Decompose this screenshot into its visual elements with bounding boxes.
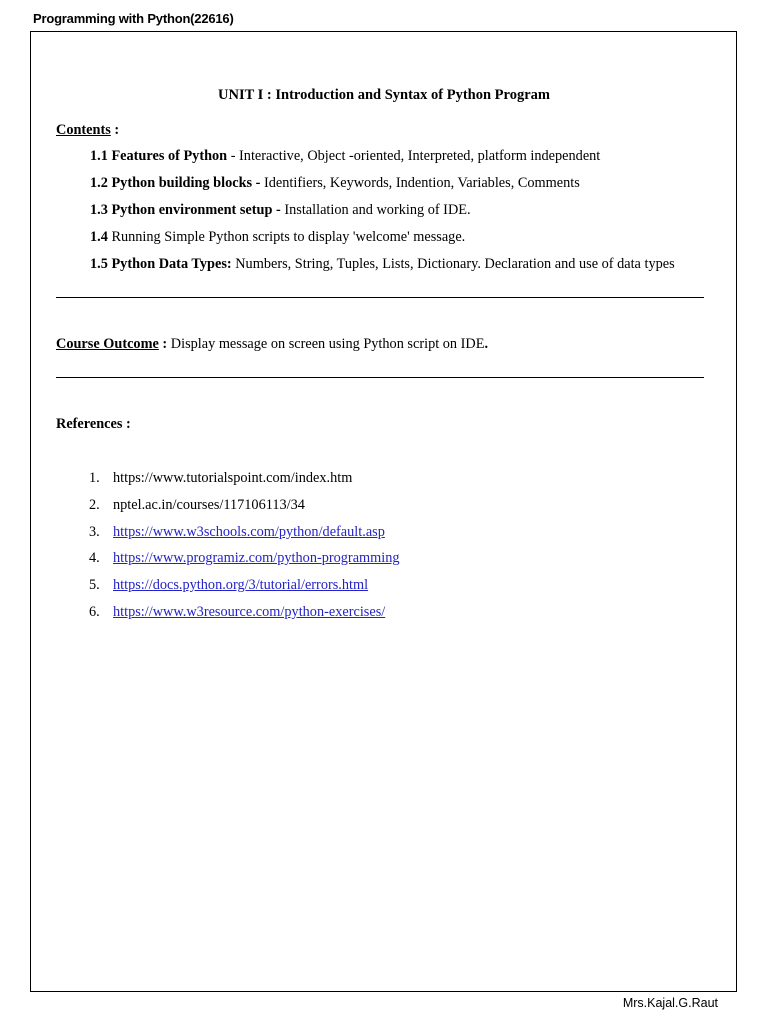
reference-number: 2.: [89, 497, 100, 513]
reference-link[interactable]: https://www.w3schools.com/python/default.asp: [113, 524, 385, 540]
reference-number: 6.: [89, 604, 100, 620]
content-item-text: Running Simple Python scripts to display 'welcome' message.: [107, 229, 466, 245]
content-item-1-2: [90, 175, 580, 192]
content-item-1-1: [90, 148, 600, 165]
reference-text: https://www.tutorialspoint.com/index.htm: [113, 470, 353, 486]
header-title: Programming with Python(22616): [33, 11, 234, 26]
content-item-1-5: [90, 256, 675, 273]
contents-label: Contents: [56, 122, 111, 138]
contents-heading: [56, 122, 119, 139]
reference-number: 1.: [89, 470, 100, 486]
contents-colon: :: [110, 122, 120, 138]
reference-number: 3.: [89, 524, 100, 540]
course-outcome-period: .: [484, 336, 489, 352]
reference-item-5: [89, 577, 368, 594]
content-item-topic: 1.3 Python environment setup -: [90, 202, 281, 218]
content-item-1-3: [90, 202, 471, 219]
reference-link[interactable]: https://docs.python.org/3/tutorial/errors.html: [113, 577, 369, 593]
content-item-topic: 1.5 Python Data Types:: [90, 256, 232, 272]
content-item-text: Identifiers, Keywords, Indention, Variables, Comments: [260, 175, 580, 191]
divider-line: [56, 297, 704, 298]
reference-item-3: [89, 524, 385, 541]
course-outcome-separator: :: [158, 336, 171, 352]
content-item-text: Installation and working of IDE.: [280, 202, 471, 218]
references-heading: References :: [56, 416, 131, 432]
reference-item-6: [89, 604, 385, 621]
divider-line: [56, 377, 704, 378]
reference-item-4: [89, 550, 400, 567]
footer-author: Mrs.Kajal.G.Raut: [622, 996, 718, 1010]
reference-number: 5.: [89, 577, 100, 593]
course-outcome-text: Display message on screen using Python script on IDE: [170, 336, 485, 352]
course-outcome-label: Course Outcome: [56, 336, 159, 352]
reference-text: nptel.ac.in/courses/117106113/34: [113, 497, 305, 513]
content-item-1-4: [90, 229, 465, 246]
reference-link[interactable]: https://www.programiz.com/python-programming: [113, 550, 400, 566]
reference-item-1: [89, 470, 352, 487]
content-item-topic: 1.4: [90, 229, 108, 245]
reference-number: 4.: [89, 550, 100, 566]
content-item-text: - Interactive, Object -oriented, Interpreted, platform independent: [227, 148, 601, 164]
content-item-text: Numbers, String, Tuples, Lists, Dictionary. Declaration and use of data types: [231, 256, 675, 272]
reference-link[interactable]: https://www.w3resource.com/python-exercises/: [113, 604, 386, 620]
content-item-topic: 1.1 Features of Python: [90, 148, 228, 164]
reference-item-2: [89, 497, 305, 514]
content-item-topic: 1.2 Python building blocks -: [90, 175, 261, 191]
course-outcome: [56, 336, 488, 353]
unit-title: UNIT I : Introduction and Syntax of Python Program: [218, 87, 550, 103]
